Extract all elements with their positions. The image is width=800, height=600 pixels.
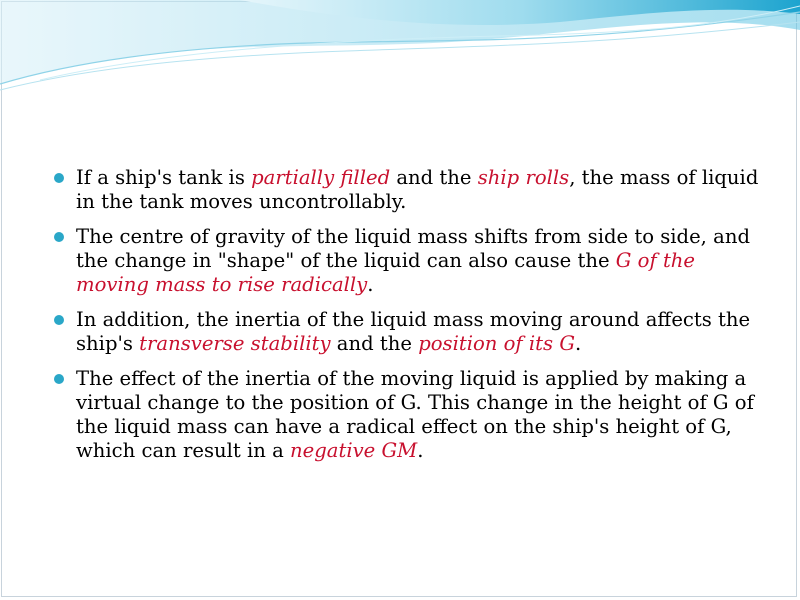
bullet-item [50, 225, 770, 297]
bullet-item [50, 166, 770, 214]
bullet-item [50, 367, 770, 463]
highlighted-text: partially filled [251, 166, 391, 189]
highlighted-text: position of its G [418, 332, 575, 355]
bullet-content [50, 166, 770, 474]
bullet-dot-icon [54, 374, 64, 384]
bullet-text: In addition, the inertia of the liquid mass moving around affects the ship's [76, 308, 751, 355]
bullet-dot-icon [54, 232, 64, 242]
bullet-text: . [367, 273, 374, 296]
bullet-dot-icon [54, 173, 64, 183]
bullet-text: . [417, 439, 424, 462]
bullet-text: The effect of the inertia of the moving liquid is applied by making a virtual change to the position of G. This change in the height of G of the liquid mass can have a radical effect on the ship's height of G, which can result in a [76, 367, 754, 462]
highlighted-text: transverse stability [139, 332, 331, 355]
highlighted-text: ship rolls [477, 166, 570, 189]
bullet-text: If a ship's tank is [76, 166, 252, 189]
bullet-item [50, 308, 770, 356]
bullet-text: , the mass of liquid in the tank moves uncontrollably. [76, 166, 759, 213]
bullet-list [50, 166, 770, 463]
bullet-dot-icon [54, 315, 64, 325]
bullet-text: . [575, 332, 582, 355]
bullet-text: The centre of gravity of the liquid mass shifts from side to side, and the change in "shape" of the liquid can also cause the [76, 225, 750, 272]
bullet-text: and the [390, 166, 478, 189]
bullet-text: and the [330, 332, 419, 355]
highlighted-text: G of the moving mass to rise radically [76, 249, 696, 296]
header-wave-decoration [0, 0, 800, 100]
highlighted-text: negative GM [290, 439, 418, 462]
